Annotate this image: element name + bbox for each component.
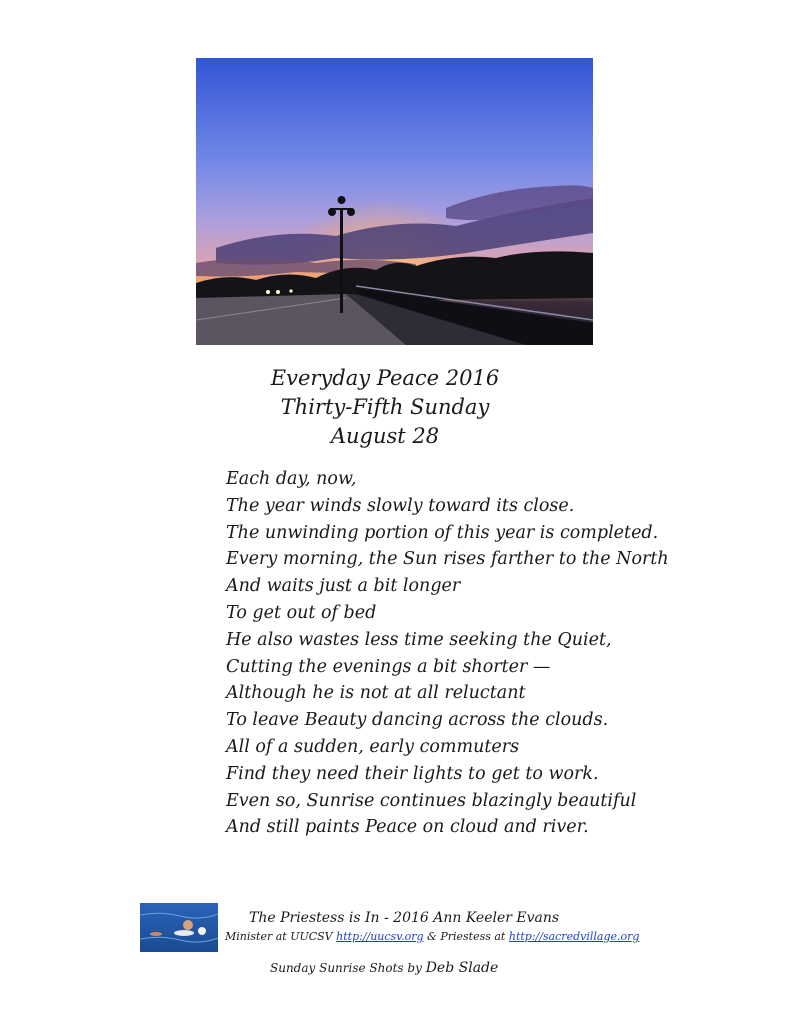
poem <box>226 466 766 841</box>
uucsv-link[interactable]: http://uucsv.org <box>336 930 424 943</box>
poem-line: Find they need their lights to get to work. <box>226 763 599 784</box>
poem-line: Every morning, the Sun rises farther to the North <box>226 549 669 570</box>
title-block <box>200 364 570 451</box>
poem-line: He also wastes less time seeking the Quiet, <box>226 629 612 650</box>
footer-title: The Priestess is In - 2016 Ann Keeler Evans <box>249 910 560 926</box>
poem-line: The unwinding portion of this year is completed. <box>226 522 659 543</box>
title-line-2: Thirty-Fifth Sunday <box>280 395 490 419</box>
poem-line: All of a sudden, early commuters <box>226 736 520 757</box>
credit-name: Deb Slade <box>425 960 499 976</box>
poem-line: Although he is not at all reluctant <box>226 683 526 704</box>
poem-line: To get out of bed <box>226 602 377 623</box>
poem-line: And waits just a bit longer <box>226 576 461 597</box>
sunrise-bridge-photo <box>196 58 593 345</box>
footer-links <box>225 930 639 943</box>
priestess-label: & Priestess at <box>427 930 506 943</box>
title-date: August 28 <box>330 424 440 448</box>
credit-label: Sunday Sunrise Shots by <box>270 961 422 975</box>
title-line-1: Everyday Peace 2016 <box>270 366 500 390</box>
poem-line: Cutting the evenings a bit shorter — <box>226 656 551 677</box>
poem-line: Even so, Sunrise continues blazingly beautiful <box>226 790 637 811</box>
swimmers-photo <box>140 903 218 952</box>
poem-line: And still paints Peace on cloud and river. <box>226 817 589 838</box>
poem-line: The year winds slowly toward its close. <box>226 495 575 516</box>
minister-label: Minister at UUCSV <box>225 930 333 943</box>
poem-line: To leave Beauty dancing across the clouds. <box>226 710 609 731</box>
photo-credit <box>270 960 498 976</box>
poem-line: Each day, now, <box>226 469 357 489</box>
sacredvillage-link[interactable]: http://sacredvillage.org <box>508 930 640 943</box>
